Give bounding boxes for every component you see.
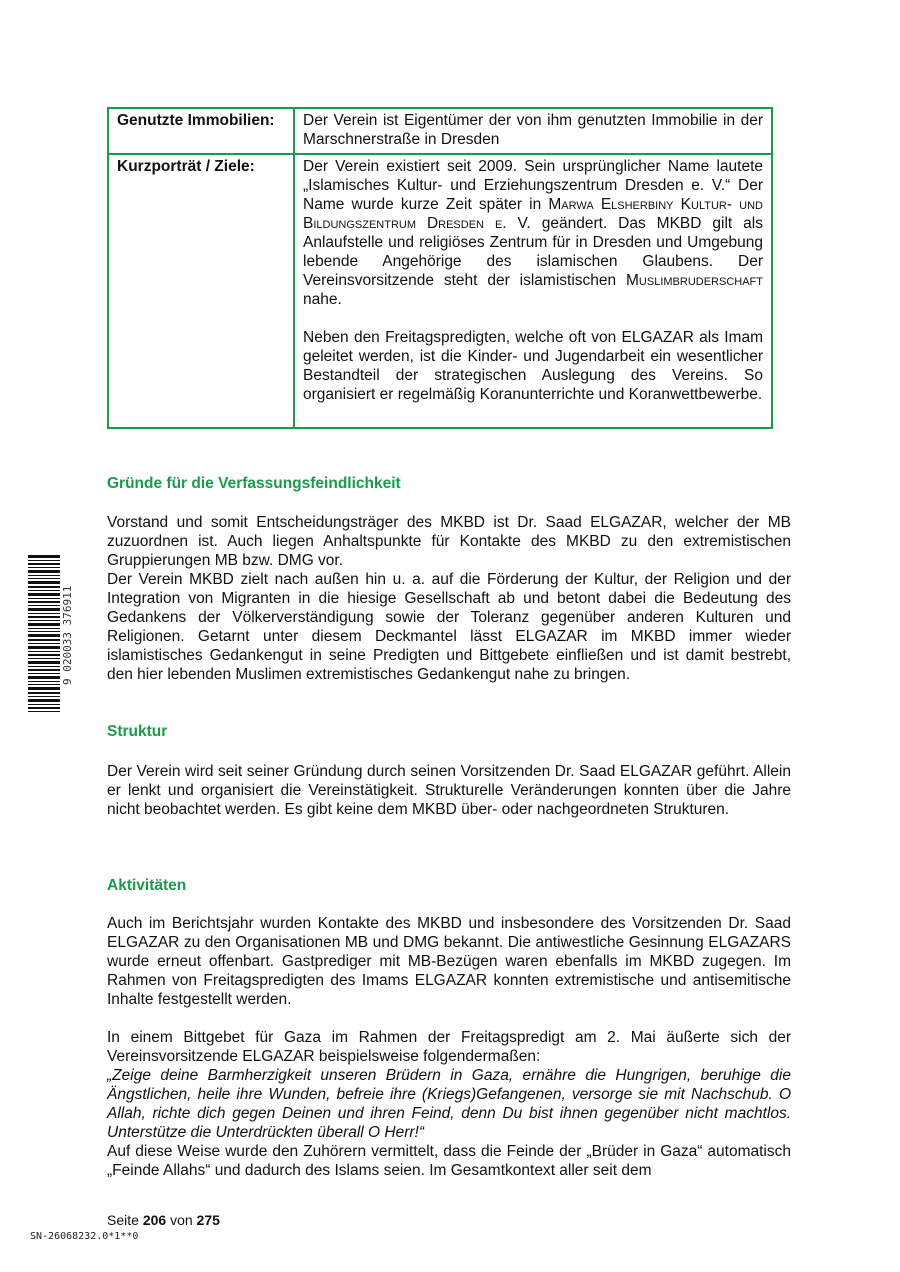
serial-number: SN-26068232.0*1**0 <box>30 1231 139 1242</box>
text-run: geändert. Das MKBD gilt als Anlaufstelle und religiöses Zentrum für in Dresden und Umgebung lebende Angehörige des islamischen Glaubens. Der Vereinsvorsitzende steht der islamistischen <box>303 215 763 289</box>
text-run: nahe. <box>303 291 342 308</box>
goals-paragraph: Neben den Freitagspredigten, welche oft von ELGAZAR als Imam geleitet werden, ist die Kinder- und Jugendarbeit ein wesentlicher Bestandteil der strategischen Auslegung des Vereins. So organisiert er regelmäßig Koranunterrichte und Koranwettbewerbe. <box>303 329 763 403</box>
prayer-quote: „Zeige deine Barmherzigkeit unseren Brüdern in Gaza, ernähre die Hungrigen, beruhige die Ängstlichen, heile ihre Wunden, befreie ihre (Kriegs)Gefangenen, versorge sie mit Nachschub. O Allah, richte dich gegen Deinen und ihren Feind, denn Du bist ihnen gegenüber nicht machtlos. Unterstütze die Unterdrückten überall O Herr!“ <box>107 1067 791 1141</box>
row-content <box>294 154 772 428</box>
page-number <box>107 1212 220 1228</box>
paragraph: Der Verein MKBD zielt nach außen hin u. a. auf die Förderung der Kultur, der Religion und der Integration von Migranten in die hiesige Gesellschaft ab und betont dabei die Bedeutung des Gedankens der Völkerverständigung sowie der Toleranz gegenüber anderen Kulturen und Religionen. Getarnt unter diesem Deckmantel lässt ELGAZAR im MKBD immer wieder islamistisches Gedankengut in seine Predigten und Bittgebete einfließen und ist damit bestrebt, den hier lebenden Muslimen extremistisches Gedankengut nahe zu bringen. <box>107 571 791 683</box>
paragraph: Vorstand und somit Entscheidungsträger des MKBD ist Dr. Saad ELGAZAR, welcher der MB zuzuordnen ist. Auch liegen Anhaltspunkte für Kontakte des MKBD zu den extremistischen Gruppierungen MB bzw. DMG vor. <box>107 514 791 569</box>
table-row <box>108 154 772 428</box>
info-table <box>107 107 773 429</box>
paragraph: Der Verein wird seit seiner Gründung durch seinen Vorsitzenden Dr. Saad ELGAZAR geführt. Allein er lenkt und organisiert die Vereinstätigkeit. Strukturelle Veränderungen konnten über die Jahre nicht beobachtet werden. Es gibt keine dem MKBD über- oder nachgeordneten Strukturen. <box>107 763 791 818</box>
table-row <box>108 108 772 154</box>
page-separator: von <box>170 1212 193 1228</box>
barcode-digits: 9 020033 376911 <box>61 585 74 685</box>
row-label: Kurzporträt / Ziele: <box>108 154 294 428</box>
reasons-text <box>107 513 791 684</box>
paragraph: Auf diese Weise wurde den Zuhörern vermittelt, dass die Feinde der „Brüder in Gaza“ automatisch „Feinde Allahs“ und dadurch des Islams seien. Im Gesamtkontext aller seit dem <box>107 1143 791 1179</box>
row-label: Genutzte Immobilien: <box>108 108 294 154</box>
current-page: 206 <box>142 1212 167 1228</box>
paragraph: In einem Bittgebet für Gaza im Rahmen der Freitagspredigt am 2. Mai äußerte sich der Vereinsvorsitzende ELGAZAR beispielsweise folgendermaßen: <box>107 1029 791 1065</box>
section-heading-reasons: Gründe für die Verfassungsfeindlichkeit <box>107 475 401 492</box>
association-name: Marwa Elsherbiny Kultur- und Bildungszentrum Dresden e. V. <box>303 196 763 232</box>
row-content: Der Verein ist Eigentümer der von ihm genutzten Immobilie in der Marschnerstraße in Dresden <box>294 108 772 154</box>
portrait-paragraph <box>303 157 763 309</box>
section-heading-activities: Aktivitäten <box>107 877 187 894</box>
total-pages: 275 <box>196 1212 220 1228</box>
structure-text <box>107 762 791 819</box>
paragraph: Auch im Berichtsjahr wurden Kontakte des MKBD und insbesondere des Vorsitzenden Dr. Saad ELGAZAR zu den Organisationen MB und DMG bekannt. Die antiwestliche Gesinnung ELGAZARS wurde erneut offenbart. Gastprediger mit MB-Bezügen waren ebenfalls im MKBD zugegen. Im Rahmen von Freitagspredigten des Imams ELGAZAR konnten extremistische und antisemitische Inhalte festgestellt werden. <box>107 915 791 1008</box>
page-prefix: Seite <box>107 1212 139 1228</box>
organization-name: Muslimbruderschaft <box>626 272 763 289</box>
activities-text <box>107 914 791 1180</box>
section-heading-structure: Struktur <box>107 723 168 740</box>
text-run: Der Verein existiert seit 2009. Sein ursprünglicher Name lautete „Islamisches Kultur- und Erziehungszentrum Dresden e. V.“ Der Name wurde kurze Zeit später in <box>303 158 763 213</box>
